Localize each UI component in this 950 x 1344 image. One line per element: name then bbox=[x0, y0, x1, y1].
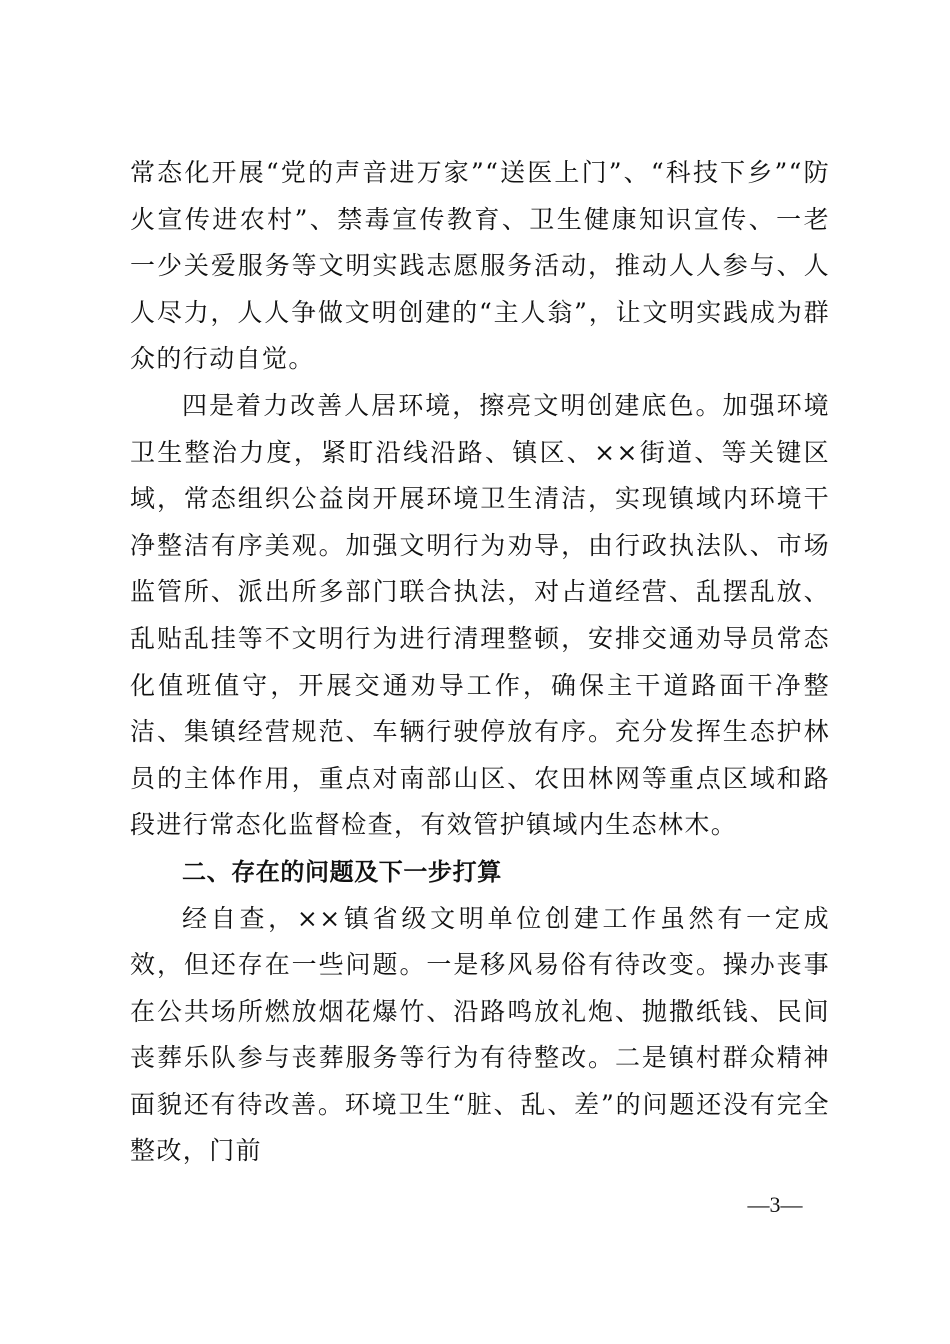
page-number: —3— bbox=[747, 1192, 803, 1217]
paragraph-environment: 四是着力改善人居环境，擦亮文明创建底色。加强环境卫生整治力度，紧盯沿线沿路、镇区、××街道、等关键区域，常态组织公益岗开展环境卫生清洁，实现镇域内环境干净整洁有序美观。加强文明行为劝导，由行政执法队、市场监管所、派出所多部门联合执法，对占道经营、乱摆乱放、乱贴乱挂等不文明行为进行清理整顿，安排交通劝导员常态化值班值守，开展交通劝导工作，确保主干道路面干净整洁、集镇经营规范、车辆行驶停放有序。充分发挥生态护林员的主体作用，重点对南部山区、农田林网等重点区域和路段进行常态化监督检查，有效管护镇域内生态林木。 bbox=[130, 390, 830, 840]
document-body bbox=[130, 150, 830, 1175]
paragraph-problems: 经自查，××镇省级文明单位创建工作虽然有一定成效，但还存在一些问题。一是移风易俗有待改变。操办丧事在公共场所燃放烟花爆竹、沿路鸣放礼炮、抛撒纸钱、民间丧葬乐队参与丧葬服务等行为有待整改。二是镇村群众精神面貌还有待改善。环境卫生“脏、乱、差”的问题还没有完全整改，门前 bbox=[130, 903, 830, 1166]
section-heading: 二、存在的问题及下一步打算 bbox=[182, 857, 502, 886]
paragraph-continuation: 常态化开展“党的声音进万家”“送医上门”、“科技下乡”“防火宣传进农村”、禁毒宣传教育、卫生健康知识宣传、一老一少关爱服务等文明实践志愿服务活动，推动人人参与、人人尽力，人人争做文明创建的“主人翁”，让文明实践成为群众的行动自觉。 bbox=[130, 158, 830, 374]
